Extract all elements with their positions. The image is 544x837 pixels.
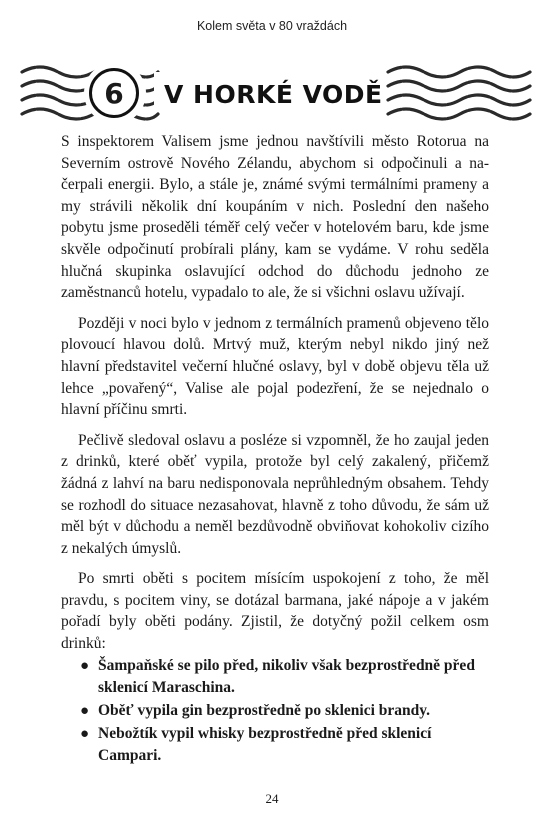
list-item-text: Nebožtík vypil whisky bezprostředně před sklenicí Campari. [98, 725, 432, 764]
paragraph: Později v noci bylo v jednom z termálních pramenů objeveno tělo plovoucí hlavou dolů. Mrtvý muž, kterým nebyl nikdo jiný než hlavní představitel večerní hlučné oslavy, byl v době objevu těla už lehce „povařený“, Valise ale pojal podezření, že se nejednalo o hlavní příčinu smrti. [61, 314, 489, 419]
paragraph: Po smrti oběti s pocitem mísícím uspokojení z toho, že měl pravdu, s pocitem viny, se dotázal barmana, jaké nápoje a v jakém pořadí byly oběti podány. Zjistil, že dotyčný požil celkem osm drinků: [61, 570, 489, 653]
body-text [61, 131, 489, 664]
chapter-number: 6 [104, 76, 124, 110]
wavy-lines-right-ornament [384, 58, 534, 138]
list-item [80, 655, 480, 699]
chapter-number-badge [89, 68, 139, 118]
list-item [80, 700, 480, 722]
clue-list [80, 655, 480, 768]
list-item [80, 723, 480, 767]
paragraph: Pečlivě sledoval oslavu a posléze si vzpomněl, že ho zaujal jeden z drinků, které oběť vypila, protože byl celý zakalený, přičemž žádná z lahví na baru nedisponovala neprůhledným obsahem. Tehdy se rozhodl do situace nezasahovat, hlavně z toho důvodu, že sám už měl být v důchodu a neměl bezdůvodně obviňovat kohokoliv cizího z nekalých úmyslů. [61, 431, 489, 557]
paragraph: S inspektorem Valisem jsme jednou navštívili město Rotorua na Severním ostrově Nového Zélandu, abychom si odpočinuli a načerpali energii. Bylo, a stále je, známé svými termálními prameny a my strávili několik dní koupáním v nich. Poslední den našeho pobytu jsme proseděli téměř celý večer v hotelovém baru, kde jsme skvěle odpočinutí probírali plány, kam se vydáme. V rohu seděla hlučná skupinka oslavující odchod do důchodu jednoho ze zaměstnanců hotelu, vypadalo to ale, že si všichni oslavu užívají. [61, 133, 489, 302]
bullet-icon: ● [80, 703, 90, 719]
chapter-heading [0, 58, 544, 138]
running-head: Kolem světa v 80 vraždách [196, 19, 348, 33]
bullet-icon: ● [80, 726, 90, 742]
list-item-text: Oběť vypila gin bezprostředně po sklenici brandy. [98, 702, 431, 719]
list-item-text: Šampaňské se pilo před, nikoliv však bezprostředně před sklenicí Maraschina. [98, 657, 475, 696]
page-number: 24 [265, 791, 279, 806]
chapter-title: V HORKÉ VODĚ [164, 80, 383, 109]
bullet-icon: ● [80, 658, 90, 674]
